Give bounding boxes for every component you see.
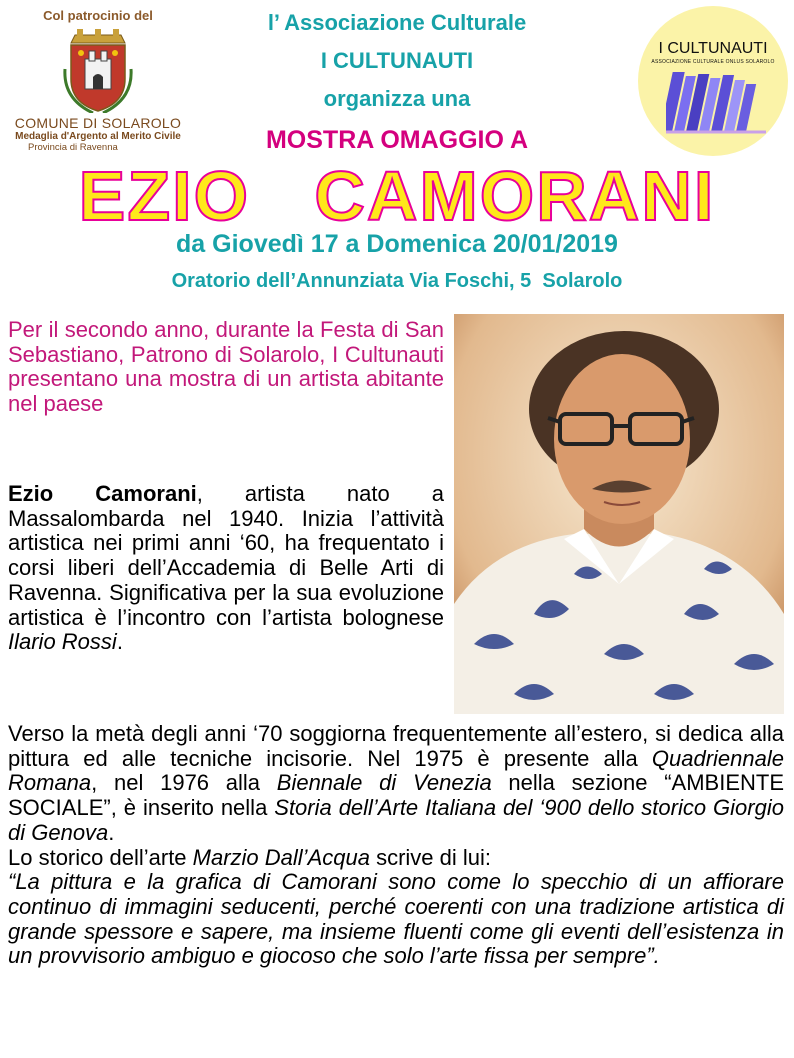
quadriennale-name: Quadriennale Romana	[8, 745, 784, 796]
storia-reference: Storia dell’Arte Italiana del ‘900 dello storico Giorgio di Genova	[8, 795, 784, 845]
career-text-4: .	[108, 819, 115, 845]
career-text-3: nella sezione “AMBIENTE SOCIALE”, è inserito nella	[8, 770, 784, 821]
comune-crest-icon	[63, 29, 133, 113]
critic-line	[8, 846, 784, 871]
province-text: Provincia di Ravenna	[28, 142, 118, 153]
biennale-name: Biennale di Venezia	[276, 770, 492, 796]
bio-artist-name: Ezio Camorani	[8, 481, 197, 506]
critic-name: Marzio Dall’Acqua	[192, 844, 370, 870]
exhibition-dates: da Giovedì 17 a Domenica 20/01/2019	[176, 230, 618, 258]
association-name: I CULTUNAUTI	[320, 48, 474, 73]
comune-name: COMUNE DI SOLAROLO	[14, 115, 182, 131]
cultunauti-logo	[638, 6, 788, 156]
organizes-text: organizza una	[323, 86, 471, 111]
artist-photo	[454, 314, 784, 714]
critic-quote	[8, 870, 784, 969]
bio-paragraph	[8, 482, 444, 655]
career-paragraph	[8, 722, 784, 846]
books-icon	[666, 66, 766, 136]
critic-text-1: Lo storico dell’arte	[8, 844, 193, 870]
logo-title: I CULTUNAUTI	[658, 40, 768, 57]
bio-end: .	[116, 629, 123, 655]
patronage-block	[8, 8, 188, 153]
medal-text: Medaglia d'Argento al Merito Civile	[15, 131, 181, 142]
critic-text-2: scrive di lui:	[369, 844, 491, 870]
exhibition-heading: MOSTRA OMAGGIO A	[265, 126, 529, 154]
critic-quote-text: “La pittura e la grafica di Camorani sono come lo specchio di un affiorare continuo di immagini seducenti, perché coerenti con una tradizione artistica di grande spessore e sapere, ma insieme fluenti come gli eventi dell’esistenza in un provvisorio ambiguo e giocoso che solo l’arte fissa per sempre”.	[8, 869, 784, 969]
patronage-label: Col patrocinio del	[43, 8, 153, 23]
logo-subtitle: ASSOCIAZIONE CULTURALE ONLUS SOLAROLO	[651, 59, 775, 65]
association-heading: l’ Associazione Culturale	[267, 10, 527, 35]
artist-name-title	[40, 156, 754, 236]
career-text-2: , nel 1976 alla	[91, 770, 277, 796]
intro-paragraph: Per il secondo anno, durante la Festa di San Sebastiano, Patrono di Solarolo, I Cultunauti presentano una mostra di un artista abitante nel paese	[8, 317, 444, 417]
career-text-1: Verso la metà degli anni ‘70 soggiorna frequentemente all’estero, si dedica alla pittura ed alle tecniche incisorie. Nel 1975 è presente alla	[8, 721, 784, 771]
artist-name-text: EZIO CAMORANI	[78, 157, 716, 235]
exhibition-venue: Oratorio dell’Annunziata Via Foschi, 5 Solarolo	[171, 270, 623, 292]
bio-text: , artista nato a Massalombarda nel 1940. Inizia l’attività artistica nei primi anni ‘60, ha frequentato i corsi liberi dell’Accademia di Belle Arti di Ravenna. Significativa per la sua evoluzione artistica è l’incontro con l’artista bolognese	[8, 481, 444, 630]
bio-mentor-name: Ilario Rossi	[8, 629, 117, 655]
career-section	[8, 722, 784, 969]
